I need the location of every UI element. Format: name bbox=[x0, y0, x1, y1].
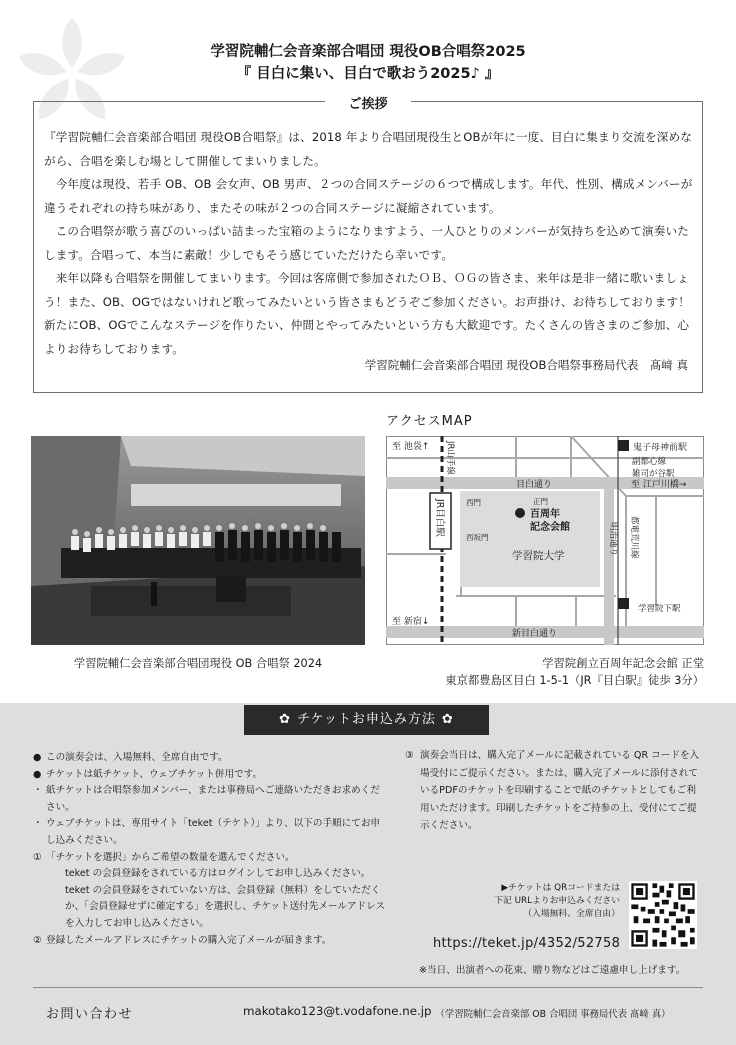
ticket-url-link[interactable]: https://teket.jp/4352/52758 bbox=[433, 936, 621, 951]
qr-note-line: ▶チケットは QRコードまたは bbox=[501, 883, 620, 893]
list-item bbox=[33, 850, 388, 867]
list-item-text: チケットは紙チケット、ウェブチケット併用です。 bbox=[46, 768, 263, 780]
ticket-heading: チケットお申込み方法 bbox=[297, 712, 436, 727]
page-title: 学習院輔仁会音楽部合唱団 現役OB合唱祭2025 bbox=[210, 44, 526, 60]
bullet-icon: ・ bbox=[33, 785, 43, 797]
step-number: ③ bbox=[405, 750, 414, 761]
map-label-mejiro-dori: 目白通り bbox=[516, 480, 553, 490]
list-item bbox=[33, 816, 388, 849]
qr-note bbox=[470, 882, 620, 921]
list-item bbox=[33, 767, 388, 784]
list-item-text: teket の会員登録をされている方はログインしてお申し込みください。 bbox=[65, 868, 371, 880]
greeting-heading: ご挨拶 bbox=[325, 93, 411, 112]
list-item-text: 登録したメールアドレスにチケットの購入完了メールが届きます。 bbox=[46, 934, 332, 946]
map-label-shinjuku: 至 新宿↓ bbox=[392, 617, 430, 627]
step-number: ② bbox=[33, 934, 42, 946]
list-item-text: この演奏会は、入場無料、全席自由です。 bbox=[46, 752, 228, 763]
bullet-icon: ・ bbox=[33, 818, 43, 830]
greeting-paragraph: 『学習院輔仁会音楽部合唱団 現役OB合唱祭』は、2018 年より合唱団現役生とOBが年に一度、目白に集まり交流を深めながら、合唱を楽しむ場として開催してまいりました。 bbox=[44, 130, 692, 168]
flower-icon: ✿ bbox=[279, 712, 292, 727]
list-item bbox=[33, 750, 388, 767]
map-label-west-gate: 西門 bbox=[466, 498, 481, 507]
page-subtitle: 『 目白に集い、目白で歌おう2025♪ 』 bbox=[236, 66, 500, 82]
list-item-text: teket の会員登録をされていない方は、会員登録（無料）をしていただくか、「会員登録せずに確定する」を選択し、チケット送付先メールアドレスを入力してお申し込みください。 bbox=[65, 884, 386, 929]
greeting-body bbox=[44, 126, 696, 361]
photo-caption: 学習院輔仁会音楽部合唱団現役 OB 合唱祭 2024 bbox=[73, 657, 323, 670]
contact-email-link[interactable]: makotako123@t.vodafone.ne.jp bbox=[243, 1004, 432, 1018]
concert-photo bbox=[31, 436, 365, 645]
gift-note: ※当日、出演者への花束、贈り物などはご遠慮申し上げます。 bbox=[419, 965, 686, 976]
bullet-icon: ● bbox=[33, 768, 42, 780]
map-label-jr-yamanote: JR山手線 bbox=[445, 441, 455, 475]
qr-note-line: 下記 URLよりお申込みください bbox=[494, 896, 620, 906]
map-label-zoshigaya: 雑司が谷駅 bbox=[632, 469, 675, 479]
greeting-signature: 学習院輔仁会音楽部合唱団 現役OB合唱祭事務局代表 髙﨑 真 bbox=[364, 358, 688, 372]
contact-label: お問い合わせ bbox=[46, 1007, 134, 1022]
qr-note-line: （入場無料、全席自由） bbox=[523, 909, 620, 919]
map-label-kinen: 記念会館 bbox=[530, 522, 570, 533]
map-label-fukutoshin: 副都心線 bbox=[632, 457, 667, 467]
bullet-icon: ● bbox=[33, 752, 42, 763]
ticket-instructions-right bbox=[405, 747, 705, 835]
ticket-instructions-left bbox=[33, 750, 388, 949]
flower-icon: ✿ bbox=[441, 712, 454, 727]
access-map bbox=[386, 436, 704, 645]
venue-address: 東京都豊島区目白 1-5-1（JR『目白駅』徒歩 3分） bbox=[445, 674, 704, 687]
map-label-edogawabashi: 至 江戸川橋→ bbox=[631, 480, 687, 490]
list-item bbox=[33, 866, 388, 883]
list-item-text: 演奏会当日は、購入完了メールに記載されている QR コードを入場受付にご提示ください。または、購入完了メールに添付されているPDFのチケットを印刷することで紙のチケットとしてもご利用いただけます。印刷したチケットをご持参の上、受付にてご提示ください。 bbox=[420, 750, 700, 832]
list-item-text: ウェブチケットは、専用サイト「teket（テケト）」より、以下の手順にてお申し込みください。 bbox=[46, 818, 381, 846]
qr-code-icon[interactable] bbox=[629, 881, 697, 949]
map-label-toden: 都電荒川線 bbox=[629, 516, 639, 559]
list-item bbox=[33, 783, 388, 816]
divider bbox=[33, 987, 703, 988]
map-label-hyakunen: 百周年 bbox=[530, 509, 560, 520]
map-label-seizaka-gate: 西坂門 bbox=[466, 533, 489, 542]
map-label-ikebukuro: 至 池袋↑ bbox=[392, 442, 430, 452]
greeting-paragraph: この合唱祭が歌う喜びのいっぱい詰まった宝箱のようになりますよう、一人ひとりのメンバーが気持ちを込めて演奏いたします。合唱って、本当に素敵！少しでもそう感じていただけたら幸いです。 bbox=[44, 224, 689, 262]
map-label-gakushuin-shita: 学習院下駅 bbox=[638, 604, 681, 614]
contact-organization: （学習院輔仁会音楽部 OB 合唱団 事務局代表 髙﨑 真） bbox=[435, 1009, 671, 1020]
map-label-kishimojin: 鬼子母神前駅 bbox=[633, 443, 688, 453]
venue-name: 学習院創立百周年記念会館 正堂 bbox=[542, 657, 704, 670]
list-item-text: 「チケットを選択」からご希望の数量を選んでください。 bbox=[46, 851, 295, 863]
greeting-paragraph: 今年度は現役、若手 OB、OB 会女声、OB 男声、２つの合同ステージの６つで構成します。年代、性別、構成メンバーが違うそれぞれの持ち味があり、またその味が２つの合同ステージに凝縮されています。 bbox=[44, 177, 693, 215]
map-label-university: 学習院大学 bbox=[512, 550, 565, 562]
step-number: ① bbox=[33, 851, 42, 863]
list-item-text: 紙チケットは合唱祭参加メンバー、または事務局へご連絡いただきお求めください。 bbox=[46, 785, 380, 813]
list-item bbox=[405, 747, 705, 835]
map-label-shin-mejiro: 新目白通り bbox=[512, 629, 558, 639]
access-map-title: アクセスMAP bbox=[386, 414, 473, 429]
greeting-paragraph: 来年以降も合唱祭を開催してまいります。今回は客席側で参加されたＯＢ、ＯＧの皆さま、来年は是非一緒に歌いましょう！また、OB、OGではないけれど歌ってみたいという皆さまもどうぞご参加ください。お声掛け、お待ちしております！新たにOB、OGでこんなステージを作りたい、仲間とやってみたいという方も大歓迎です。たくさんの皆さまのご参加、心よりお待ちしております。 bbox=[44, 271, 691, 356]
map-label-mejiro-station: JR目白駅 bbox=[434, 499, 445, 537]
list-item bbox=[33, 933, 388, 950]
map-label-main-gate: 正門 bbox=[533, 497, 548, 506]
ticket-heading-band bbox=[244, 705, 489, 735]
map-label-meiji-dori: 明治通り bbox=[608, 522, 618, 557]
list-item bbox=[33, 883, 388, 933]
